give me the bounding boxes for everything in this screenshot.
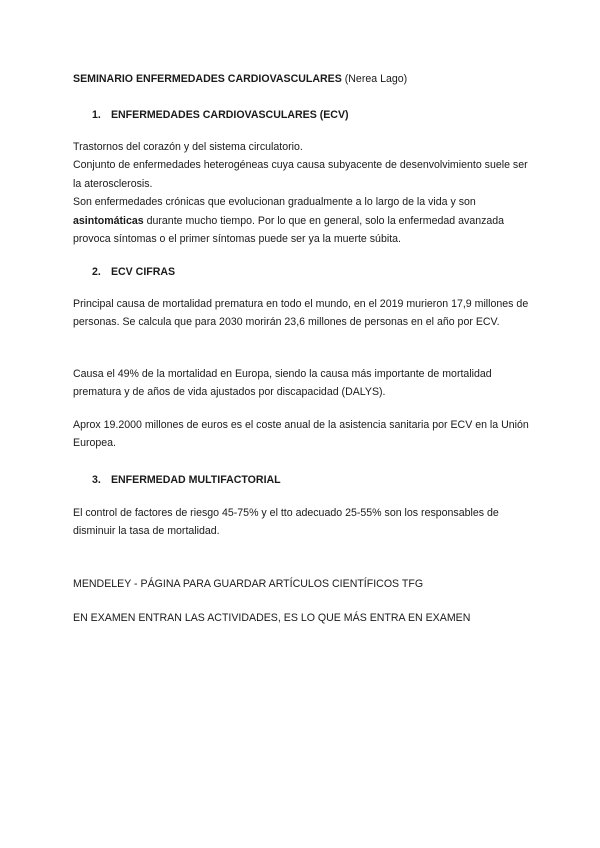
section-heading-text: ECV CIFRAS [110, 266, 176, 278]
section-1-body [73, 138, 533, 248]
section-number: 2. [92, 266, 101, 278]
paragraph: Aprox 19.2000 millones de euros es el coste anual de la asistencia sanitaria por ECV en la Unión Europea. [73, 419, 529, 450]
section-2-paragraph-3 [73, 416, 533, 453]
paragraph: El control de factores de riesgo 45-75% y el tto adecuado 25-55% son los responsables de disminuir la tasa de mortalidad. [73, 507, 499, 538]
section-heading-text: ENFERMEDADES CARDIOVASCULARES (ECV) [110, 109, 349, 121]
section-heading-1 [92, 107, 349, 123]
paragraph: Causa el 49% de la mortalidad en Europa, siendo la causa más importante de mortalidad prematura y de años de vida ajustados por discapacidad (DALYS). [73, 368, 492, 399]
title-author: (Nerea Lago) [344, 73, 408, 85]
paragraph: Conjunto de enfermedades heterogéneas cuya causa subyacente de desenvolvimiento suele ser la aterosclerosis. [73, 159, 528, 190]
section-2-paragraph-1 [73, 295, 533, 332]
text-span: durante mucho tiempo. Por lo que en general, solo la enfermedad avanzada provoca síntomas o el primer síntomas puede ser ya la muerte súbita. [73, 214, 505, 246]
paragraph [73, 193, 533, 248]
text-span: Son enfermedades crónicas que evolucionan gradualmente a lo largo de la vida y son [73, 196, 476, 209]
section-number: 3. [92, 474, 101, 486]
note-exam: EN EXAMEN ENTRAN LAS ACTIVIDADES, ES LO QUE MÁS ENTRA EN EXAMEN [73, 612, 471, 624]
title-main: SEMINARIO ENFERMEDADES CARDIOVASCULARES [73, 73, 342, 85]
note-mendeley: MENDELEY - PÁGINA PARA GUARDAR ARTÍCULOS CIENTÍFICOS TFG [73, 578, 424, 590]
bold-text: asintomáticas [73, 214, 144, 227]
section-number: 1. [92, 109, 101, 121]
section-3-paragraph-1 [73, 504, 533, 541]
paragraph: Principal causa de mortalidad prematura en todo el mundo, en el 2019 murieron 17,9 millones de personas. Se calcula que para 2030 morirán 23,6 millones de personas en el año por ECV. [73, 298, 529, 329]
section-heading-3 [92, 472, 281, 488]
paragraph: Trastornos del corazón y del sistema circulatorio. [73, 141, 303, 153]
section-2-paragraph-2 [73, 365, 533, 402]
document-title [73, 71, 407, 87]
section-heading-2 [92, 264, 175, 280]
section-heading-text: ENFERMEDAD MULTIFACTORIAL [110, 474, 281, 486]
